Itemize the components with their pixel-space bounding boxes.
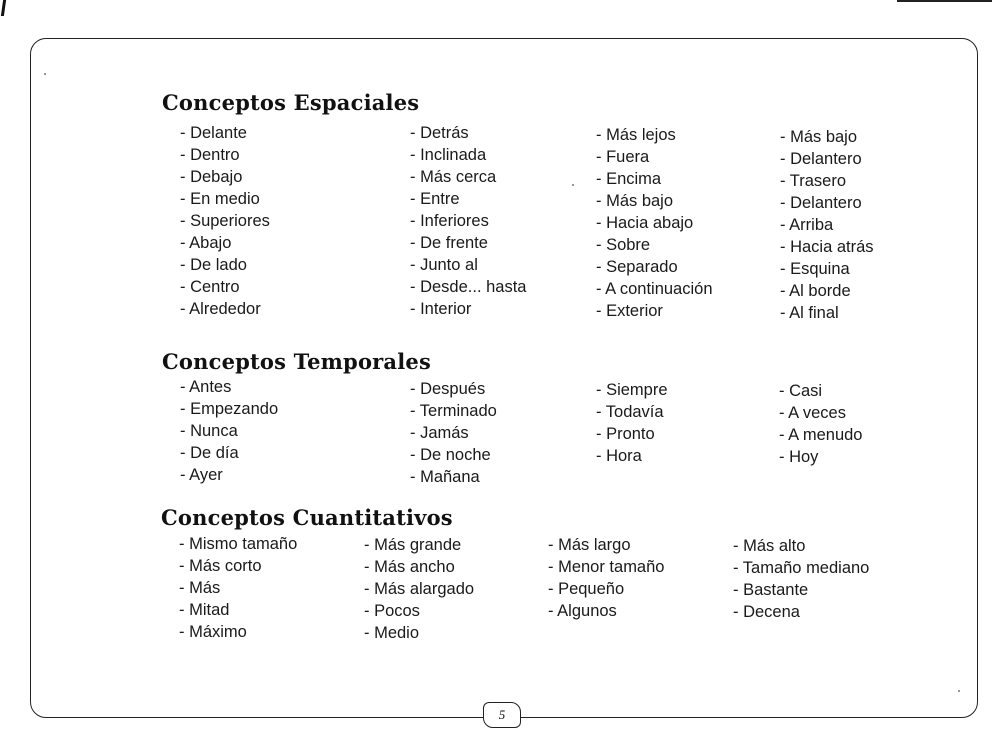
spatial-column-4 xyxy=(780,126,874,324)
concept-item: - Nunca xyxy=(180,422,238,440)
section-title-quantitative: Conceptos Cuantitativos xyxy=(161,505,453,530)
concept-item: - Abajo xyxy=(180,234,232,252)
concept-item: - Menor tamaño xyxy=(548,558,665,576)
concept-item: - Medio xyxy=(364,624,420,642)
concept-item: - Separado xyxy=(596,258,678,276)
concept-item: - Delante xyxy=(180,124,247,142)
concept-item: - Mañana xyxy=(410,468,480,486)
concept-item: - Terminado xyxy=(410,402,497,420)
concept-item: - Más lejos xyxy=(596,126,676,144)
concept-item: - Más ancho xyxy=(364,558,455,576)
concept-item: - Todavía xyxy=(596,403,664,421)
concept-item: - Más alargado xyxy=(364,580,475,598)
concept-item: - A veces xyxy=(779,404,846,422)
temporal-column-1 xyxy=(180,376,278,486)
concept-item: - Detrás xyxy=(410,124,469,142)
concept-item: - Inferiores xyxy=(410,212,489,230)
concept-item: - Pronto xyxy=(596,425,655,443)
spatial-column-3 xyxy=(596,124,713,322)
concept-item: - De día xyxy=(180,444,239,462)
concept-item: - Exterior xyxy=(596,302,663,320)
concept-item: - Antes xyxy=(180,378,232,396)
quantitative-column-1 xyxy=(179,533,297,643)
concept-item: - Interior xyxy=(410,300,472,318)
scan-speck xyxy=(44,73,46,75)
concept-item: - Arriba xyxy=(780,216,834,234)
scan-edge-line xyxy=(897,0,992,2)
concept-item: - Delantero xyxy=(780,194,862,212)
concept-item: - Pequeño xyxy=(548,580,625,598)
quantitative-column-3 xyxy=(548,534,664,622)
concept-item: - Hora xyxy=(596,447,642,465)
scan-speck xyxy=(572,184,574,186)
concept-item: - Bastante xyxy=(733,581,809,599)
concept-item: - Sobre xyxy=(596,236,651,254)
concept-item: - Centro xyxy=(180,278,240,296)
concept-item: - Más cerca xyxy=(410,168,497,186)
spatial-column-1 xyxy=(180,122,270,320)
concept-item: - De lado xyxy=(180,256,247,274)
concept-item: - Desde... hasta xyxy=(410,278,527,296)
concept-item: - De noche xyxy=(410,446,491,464)
concept-item: - Tamaño mediano xyxy=(733,559,870,577)
scan-mark xyxy=(1,0,6,16)
concept-item: - Encima xyxy=(596,170,662,188)
concept-item: - Alrededor xyxy=(180,300,261,318)
concept-item: - Ayer xyxy=(180,466,223,484)
concept-item: - A continuación xyxy=(596,280,713,298)
concept-item: - Casi xyxy=(779,382,823,400)
scan-speck xyxy=(958,690,960,692)
concept-item: - Hoy xyxy=(779,448,819,466)
concept-item: - Al final xyxy=(780,304,839,322)
concept-item: - Más bajo xyxy=(596,192,674,210)
concept-item: - Más xyxy=(179,579,221,597)
quantitative-column-4 xyxy=(733,535,869,623)
concept-item: - Fuera xyxy=(596,148,650,166)
concept-item: - Más grande xyxy=(364,536,462,554)
concept-item: - En medio xyxy=(180,190,260,208)
concept-item: - Más largo xyxy=(548,536,631,554)
concept-item: - Empezando xyxy=(180,400,279,418)
concept-item: - Esquina xyxy=(780,260,850,278)
concept-item: - Delantero xyxy=(780,150,862,168)
concept-item: - Mitad xyxy=(179,601,230,619)
concept-item: - Decena xyxy=(733,603,800,621)
concept-item: - Trasero xyxy=(780,172,847,190)
spatial-column-2 xyxy=(410,122,526,320)
concept-item: - Algunos xyxy=(548,602,617,620)
concept-item: - Hacia atrás xyxy=(780,238,874,256)
section-title-spatial: Conceptos Espaciales xyxy=(162,90,420,115)
concept-item: - Jamás xyxy=(410,424,469,442)
concept-item: - A menudo xyxy=(779,426,863,444)
concept-item: - Superiores xyxy=(180,212,270,230)
temporal-column-3 xyxy=(596,379,668,467)
concept-item: - Inclinada xyxy=(410,146,487,164)
concept-item: - Junto al xyxy=(410,256,478,274)
temporal-column-4 xyxy=(779,380,862,468)
concept-item: - Pocos xyxy=(364,602,420,620)
concept-item: - Más corto xyxy=(179,557,262,575)
concept-item: - Hacia abajo xyxy=(596,214,694,232)
concept-item: - De frente xyxy=(410,234,488,252)
concept-item: - Después xyxy=(410,380,486,398)
concept-item: - Más alto xyxy=(733,537,806,555)
concept-item: - Dentro xyxy=(180,146,240,164)
section-title-temporal: Conceptos Temporales xyxy=(162,349,431,374)
concept-item: - Debajo xyxy=(180,168,243,186)
concept-item: - Siempre xyxy=(596,381,668,399)
page-number-badge: 5 xyxy=(483,702,521,728)
concept-item: - Entre xyxy=(410,190,460,208)
quantitative-column-2 xyxy=(364,534,474,644)
concept-item: - Mismo tamaño xyxy=(179,535,298,553)
concept-item: - Más bajo xyxy=(780,128,858,146)
temporal-column-2 xyxy=(410,378,497,488)
concept-item: - Al borde xyxy=(780,282,851,300)
concept-item: - Máximo xyxy=(179,623,247,641)
